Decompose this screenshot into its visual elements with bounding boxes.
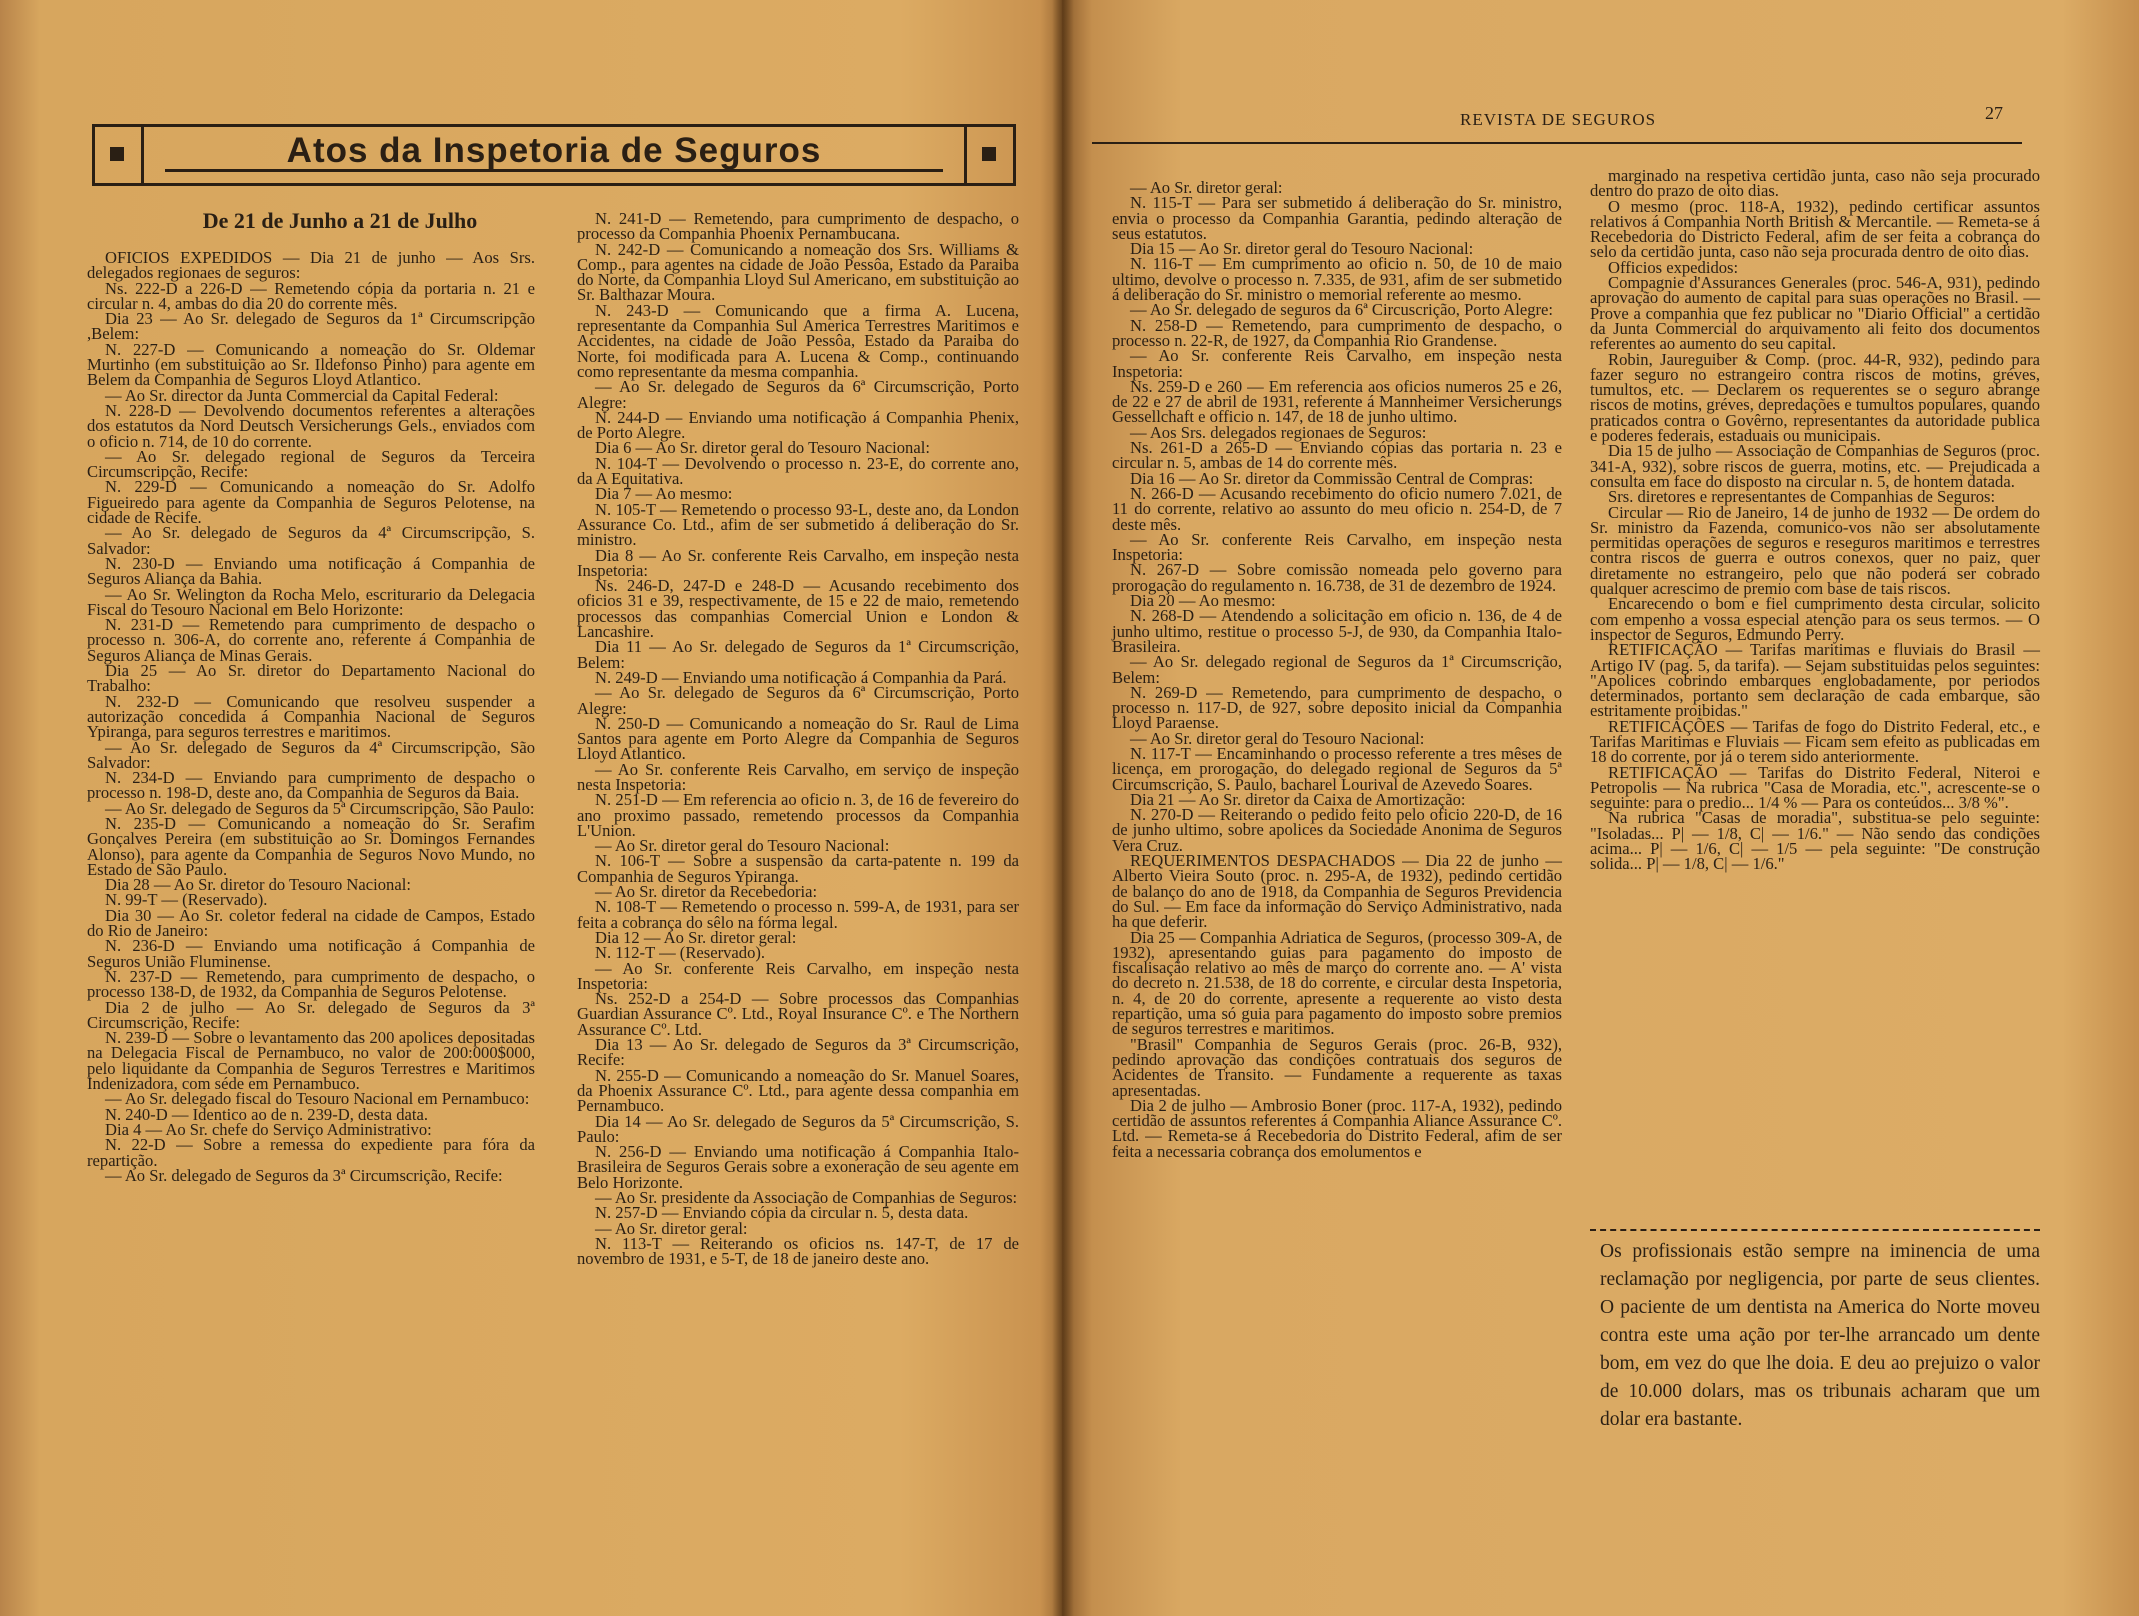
paragraph: N. 237-D — Remetendo, para cumprimento de despacho, o processo 138-D, de 1932, da Companhia de Seguros Pelotense. — [87, 966, 535, 1002]
page-number: 27 — [1985, 103, 2003, 123]
paragraph: Dia 25 — Ao Sr. diretor do Departamento Nacional do Trabalho: — [87, 661, 535, 696]
paragraph: N. 249-D — Enviando uma notificação á Companhia da Pará. — [595, 667, 1007, 687]
paragraph: — Ao Sr. delegado de Seguros da 6ª Circumscrição, Porto Alegre: — [577, 683, 1019, 718]
paragraph: OFICIOS EXPEDIDOS — Dia 21 de junho — Aos Srs. delegados regionaes de seguros: — [87, 248, 535, 283]
paragraph: Na rubrica "Casas de moradia", substitua-se pelo seguinte: "Isoladas... P| — 1/8, C| — 1/6." — Não sendo das condições acima... P| — 1/6, C| — 1/5 — pela seguinte: "De construção solida... P| — 1/8, C| — 1/6." — [1590, 808, 2040, 874]
paragraph: — Ao Sr. conferente Reis Carvalho, em inspeção nesta Inspetoria: — [1112, 346, 1562, 381]
banner-title: Atos da Inspetoria de Seguros — [145, 131, 963, 172]
paragraph: — Ao Sr. Welington da Rocha Melo, escriturario da Delegacia Fiscal do Tesouro Nacional em Belo Horizonte: — [87, 584, 535, 619]
header-rule — [1092, 142, 2022, 144]
paragraph: Dia 12 — Ao Sr. diretor geral: — [595, 927, 797, 947]
paragraph: N. 241-D — Remetendo, para cumprimento de despacho, o processo da Companhia Phoenix Pernambucana. — [577, 209, 1019, 244]
paragraph: — Ao Sr. conferente Reis Carvalho, em inspeção nesta Inspetoria: — [1112, 529, 1562, 565]
paragraph: N. 239-D — Sobre o levantamento das 200 apolices depositadas na Delegacia Fiscal de Pernambuco, no valor de 200:000$000, pelo liquidante da Companhia de Seguros Terrestres e Maritimos Indenizadora, com séde em Pernambuco. — [87, 1028, 535, 1094]
paragraph: N. 255-D — Comunicando a nomeação do Sr. Manuel Soares, da Phoenix Assurance Cº. Ltd., para agente dessa companhia em Pernambuco. — [577, 1065, 1019, 1116]
paragraph: Srs. diretores e representantes de Companhias de Seguros: — [1608, 487, 1996, 507]
paragraph: N. 228-D — Devolvendo documentos referentes a alterações dos estatutos da Nord Deutsch Versicherungs Gels., enviados com o oficio n. 714, de 10 do corrente. — [87, 400, 535, 451]
paragraph: N. 256-D — Enviando uma notificação á Companhia Italo-Brasileira de Seguros Gerais sobre a exoneração de seu agente em Belo Horizonte. — [577, 1142, 1019, 1192]
square-bullet-icon — [964, 127, 1013, 183]
paragraph: N. 235-D — Comunicando a nomeação do Sr. Serafim Gonçalves Pereira (em substituição ao Sr. Domingos Fernandes Alonso), para agente da Companhia de Seguros Novo Mundo, no Estado de São Paulo. — [87, 813, 535, 879]
paragraph: N. 117-T — Encaminhando o processo referente a tres mêses de licença, em prorogação, do delegado regional de Seguros da 5ª Circumscrição, S. Paulo, bacharel Lourival de Azevedo Soares. — [1112, 743, 1562, 794]
paragraph: N. 243-D — Comunicando que a firma A. Lucena, representante da Companhia Sul America Terrestres Maritimos e Accidentes, na cidade de João Pessôa, Estado da Paraiba do Norte, foi modificada para A. Lucena & Comp., continuando como representante da mesma companhia. — [577, 300, 1019, 381]
paragraph: REQUERIMENTOS DESPACHADOS — Dia 22 de junho — Alberto Vieira Souto (proc. n. 295-A, de 1932), pedindo certidão de balanço do ano de 1918, da Companhia de Seguros Previdencia do Sul. — Em face da informação do Serviço Administrativo, nada ha que deferir. — [1112, 851, 1562, 932]
paragraph: N. 250-D — Comunicando a nomeação do Sr. Raul de Lima Santos para agente em Porto Alegre da Companhia de Seguros Lloyd Atlantico. — [577, 713, 1019, 764]
paragraph: N. 112-T — (Reservado). — [595, 943, 766, 963]
note-divider — [1590, 1229, 2040, 1231]
paragraph: N. 115-T — Para ser submetido á deliberação do Sr. ministro, envia o processo da Companhia Garantia, pedindo alteração de seus estatutos. — [1112, 193, 1562, 243]
paragraph: N. 242-D — Comunicando a nomeação dos Srs. Williams & Comp., para agentes na cidade de João Pessôa, Estado da Paraiba do Norte, da Companhia Lloyd Sul Americano, em substituição ao Sr. Balthazar Moura. — [577, 239, 1019, 305]
book-gutter — [1052, 0, 1074, 1616]
paragraph: marginado na respetiva certidão junta, caso não seja procurado dentro do prazo de oito dias. — [1590, 166, 2040, 201]
paragraph: N. 230-D — Enviando uma notificação á Companhia de Seguros Aliança da Bahia. — [87, 553, 535, 589]
paragraph: Ns. 246-D, 247-D e 248-D — Acusando recebimento dos oficios 31 e 39, respectivamente, de 15 e 22 de maio, remetendo processos das companhias Comercial Union e London & Lancashire. — [577, 576, 1019, 642]
title-banner — [92, 124, 1016, 186]
paragraph: "Brasil" Companhia de Seguros Gerais (proc. 26-B, 932), pedindo aprovação das condições contratuais dos seguros de Acidentes de Transito. — Fundamente a requerente as taxas apresentadas. — [1112, 1034, 1562, 1100]
paragraph: — Ao Sr. delegado fiscal do Tesouro Nacional em Pernambuco: — [105, 1089, 530, 1109]
paragraph: N. 268-D — Atendendo a solicitação em oficio n. 136, de 4 de junho ultimo, restitue o processo 5-J, de 930, da Companhia Italo-Brasileira. — [1112, 606, 1562, 656]
paragraph: N. 232-D — Comunicando que resolveu suspender a autorização concedida á Companhia Nacional de Seguros Ypiranga, para seguros terrestres e maritimos. — [87, 691, 535, 742]
column-2 — [577, 209, 1019, 1269]
paragraph: Encarecendo o bom e fiel cumprimento desta circular, solicito com empenho a vossa especial atenção para os seus termos. — O inspector de Seguros, Edmundo Perry. — [1590, 594, 2040, 644]
paragraph: Dia 23 — Ao Sr. delegado de Seguros da 1ª Circumscripção ,Belem: — [87, 309, 535, 344]
paragraph: — Ao Sr. delegado de Seguros da 5ª Circumscripção, São Paulo: — [105, 798, 535, 818]
paragraph: N. 104-T — Devolvendo o processo n. 23-E, do corrente ano, da A Equitativa. — [577, 453, 1019, 489]
paragraph: — Ao Sr. director da Junta Commercial da Capital Federal: — [105, 385, 499, 405]
paragraph: — Ao Sr. delegado de Seguros da 4ª Circumscripção, São Salvador: — [87, 737, 535, 772]
paragraph: Dia 14 — Ao Sr. delegado de Seguros da 5ª Circumscrição, S. Paulo: — [577, 1111, 1019, 1146]
paragraph: Dia 13 — Ao Sr. delegado de Seguros da 3ª Circumscrição, Recife: — [577, 1035, 1019, 1070]
paragraph: RETIFICAÇÕES — Tarifas de fogo do Distrito Federal, etc., e Tarifas Maritimas e Fluviais — Ficam sem efeito as publicadas em 18 do corrente, por já o terem sido anteriormente. — [1590, 716, 2040, 767]
square-bullet-icon — [95, 127, 144, 183]
paragraph: Circular — Rio de Janeiro, 14 de junho de 1932 — De ordem do Sr. ministro da Fazenda, comunico-vos não ser absolutamente permitidas operações de seguros e reseguros maritimos e terrestres contra riscos de guerra e outros conexos, quer no paiz, quer diretamente no estrangeiro, pelo que não poderá ser cobrado qualquer acrescimo de premio com base de tais riscos. — [1590, 502, 2040, 599]
paragraph: — Ao Sr. delegado de Seguros da 4ª Circumscripção, S. Salvador: — [87, 523, 535, 558]
paragraph: Ns. 222-D a 226-D — Remetendo cópia da portaria n. 21 e circular n. 4, ambas do dia 20 do corrente mês. — [87, 278, 535, 313]
paragraph: N. 113-T — Reiterando os oficios ns. 147-T, de 17 de novembro de 1931, e 5-T, de 18 de janeiro deste ano. — [577, 1233, 1019, 1269]
paragraph: Robin, Jaureguiber & Comp. (proc. 44-R, 932), pedindo para fazer seguro no estrangeiro contra riscos de motins, gréves, tumultos, etc. — Declarem os requerentes se o seguro abrange riscos de motins, gréves, depredações e tumultos populares, quando praticados contra o Govêrno, representantes da autoridade publica e poderes federais, estaduais ou municipais. — [1590, 349, 2040, 446]
paragraph: — Ao Sr. delegado regional de Seguros da Terceira Circumscripção, Recife: — [87, 446, 535, 482]
paragraph: Officios expedidos: — [1608, 257, 1739, 277]
paragraph: — Ao Sr. diretor geral do Tesouro Nacional: — [1130, 728, 1425, 748]
paragraph: N. 116-T — Em cumprimento ao oficio n. 50, de 10 de maio ultimo, devolve o processo n. 7.335, de 931, afim de ser submetido á deliberação do Sr. ministro o memorial referente ao mesmo. — [1112, 254, 1562, 305]
paragraph: — Ao Sr. presidente da Associação de Companhias de Seguros: — [595, 1188, 1018, 1207]
running-head: REVISTA DE SEGUROS — [1460, 110, 1657, 129]
paragraph: Dia 2 de julho — Ao Sr. delegado de Seguros da 3ª Circumscrição, Recife: — [87, 997, 535, 1032]
paragraph: N. 240-D — Identico ao de n. 239-D, desta data. — [105, 1104, 429, 1124]
paragraph: N. 229-D — Comunicando a nomeação do Sr. Adolfo Figueiredo para agente da Companhia de Seguros Pelotense, na cidade de Recife. — [87, 477, 535, 528]
boxed-note: Os profissionais estão sempre na iminencia de uma reclamação por negligencia, por parte de seus clientes. O paciente de um dentista na America do Norte moveu contra este uma ação por ter-lhe arrancado um dente bom, em vez do que lhe doia. E deu ao prejuizo o valor de 10.000 dolars, mas os tribunais acharam que um dolar era bastante. — [1600, 1241, 2040, 1430]
paragraph: N. 22-D — Sobre a remessa do expediente para fóra da repartição. — [87, 1135, 535, 1170]
paragraph: Ns. 261-D a 265-D — Enviando cópias das portaria n. 23 e circular n. 5, ambas de 14 do corrente mês. — [1112, 438, 1562, 473]
paragraph: — Aos Srs. delegados regionaes de Seguros: — [1130, 422, 1427, 442]
paragraph: N. 106-T — Sobre a suspensão da carta-patente n. 199 da Companhia de Seguros Ypiranga. — [577, 851, 1019, 886]
paragraph: — Ao Sr. conferente Reis Carvalho, em serviço de inspeção nesta Inspetoria: — [577, 759, 1019, 794]
paragraph: Dia 7 — Ao mesmo: — [595, 484, 733, 504]
paragraph: Ns. 259-D e 260 — Em referencia aos oficios numeros 25 e 26, de 22 e 27 de abril de 1931, referente á Mannheimer Versicherungs Gessellchaft e officio n. 147, de 18 de junho ultimo. — [1112, 376, 1562, 427]
paragraph: N. 267-D — Sobre comissão nomeada pelo governo para prorogação do regulamento n. 16.738, de 31 de dezembro de 1924. — [1112, 560, 1562, 595]
paragraph: Dia 6 — Ao Sr. diretor geral do Tesouro Nacional: — [595, 438, 930, 458]
paragraph: Dia 11 — Ao Sr. delegado de Seguros da 1ª Circumscrição, Belem: — [577, 637, 1019, 672]
paragraph: — Ao Sr. delegado de Seguros da 3ª Circumscrição, Recife: — [105, 1165, 503, 1185]
paragraph: Dia 16 — Ao Sr. diretor da Commissão Central de Compras: — [1130, 468, 1534, 488]
paragraph: Dia 8 — Ao Sr. conferente Reis Carvalho, em inspeção nesta Inspetoria: — [577, 545, 1019, 580]
paragraph: N. 236-D — Enviando uma notificação á Companhia de Seguros União Fluminense. — [87, 936, 535, 971]
paragraph: Dia 28 — Ao Sr. diretor do Tesouro Nacional: — [105, 875, 411, 895]
paragraph: Dia 15 — Ao Sr. diretor geral do Tesouro Nacional: — [1130, 239, 1474, 259]
paragraph: N. 257-D — Enviando cópia da circular n. 5, desta data. — [595, 1203, 969, 1223]
paragraph: Dia 30 — Ao Sr. coletor federal na cidade de Campos, Estado do Rio de Janeiro: — [87, 905, 535, 941]
section-date: De 21 de Junho a 21 de Julho — [202, 208, 478, 233]
paragraph: Dia 4 — Ao Sr. chefe do Serviço Administrativo: — [105, 1119, 432, 1139]
paragraph: — Ao Sr. diretor geral: — [1130, 178, 1283, 197]
paragraph: N. 108-T — Remetendo o processo n. 599-A, de 1931, para ser feita a cobrança do sêlo na fórma legal. — [577, 897, 1019, 932]
paragraph: Compagnie d'Assurances Generales (proc. 546-A, 931), pedindo aprovação do aumento de capital para suas operações no Brasil. — Prove a companhia que fez publicar no "Diario Official" a certidão da Junta Commercial do arquivamento ali feito dos documentos referentes ao aumento do seu capital. — [1590, 273, 2040, 354]
paragraph: RETIFICAÇÃO — Tarifas do Distrito Federal, Niteroi e Petropolis — Na rubrica "Casa de Moradia, etc.", acrescente-se o seguinte: para o predio... 1/4 % — Para os conteúdos... 3/8 %". — [1590, 762, 2040, 813]
paragraph: — Ao Sr. diretor geral do Tesouro Nacional: — [595, 836, 890, 856]
paragraph: N. 234-D — Enviando para cumprimento de despacho o processo n. 198-D, deste ano, da Companhia de Seguros da Baia. — [87, 768, 535, 803]
paragraph: — Ao Sr. diretor da Recebedoria: — [595, 882, 818, 902]
column-4 — [1590, 168, 2040, 872]
paragraph: Dia 21 — Ao Sr. diretor da Caixa de Amortização: — [1130, 789, 1466, 809]
paragraph: N. 231-D — Remetendo para cumprimento de despacho o processo n. 306-A, do corrente ano, referente á Companhia de Seguros Aliança de Minas Gerais. — [87, 615, 535, 665]
paragraph: N. 270-D — Reiterando o pedido feito pelo oficio 220-D, de 16 de junho ultimo, sobre apolices da Sociedade Anonima de Seguros Vera Cruz. — [1112, 805, 1562, 855]
paragraph: — Ao Sr. delegado de Seguros da 6ª Circumscrição, Porto Alegre: — [577, 377, 1019, 412]
paragraph: — Ao Sr. delegado de seguros da 6ª Circuscrição, Porto Alegre: — [1130, 300, 1554, 320]
column-3 — [1112, 180, 1562, 1159]
paragraph: — Ao Sr. diretor geral: — [595, 1218, 748, 1238]
paragraph: Dia 15 de julho — Associação de Companhias de Seguros (proc. 341-A, 932), sobre riscos de guerra, motins, etc. — Prejudicada a consulta em face do disposto na circular n. 5, de hontem datada. — [1590, 441, 2040, 491]
paragraph: — Ao Sr. conferente Reis Carvalho, em inspeção nesta Inspetoria: — [577, 958, 1019, 993]
paragraph: RETIFICAÇÃO — Tarifas maritimas e fluviais do Brasil — Artigo IV (pag. 5, da tarifa). — Sejam substituidas pelos seguintes: "Apolices cobrindo embarques englobadamente, por periodos determinados, portanto sem declaração de cada embarque, são estritamente proibidas." — [1590, 640, 2040, 721]
paragraph: Dia 2 de julho — Ambrosio Boner (proc. 117-A, 1932), pedindo certidão de assuntos referentes á Companhia Aliance Assurance Cº. Ltd. — Remeta-se á Recebedoria do Distrito Federal, afim de ser feita a necessaria cobrança dos emolumentos e — [1112, 1095, 1562, 1161]
paragraph: — Ao Sr. delegado regional de Seguros da 1ª Circumscrição, Belem: — [1112, 652, 1562, 687]
paragraph: N. 258-D — Remetendo, para cumprimento de despacho, o processo n. 22-R, de 1927, da Companhia Rio Grandense. — [1112, 315, 1562, 350]
paragraph: N. 251-D — Em referencia ao oficio n. 3, de 16 de fevereiro do ano proximo passado, remetendo processos da Companhia L'Union. — [577, 790, 1019, 840]
paragraph: N. 269-D — Remetendo, para cumprimento de despacho, o processo n. 117-D, de 927, sobre deposito inicial da Companhia Lloyd Paraense. — [1112, 682, 1562, 733]
paragraph: Dia 25 — Companhia Adriatica de Seguros, (processo 309-A, de 1932), apresentando guias para pagamento do imposto de fiscalisação relativo ao mês de março do corrente ano. — A' vista do decreto n. 21.538, de 18 do corrente, e circular desta Inspetoria, n. 4, de 20 do corrente, apresente a requerente ao visto desta repartição, uma só guia para pagamento do imposto sobre premios de seguros terrestres e maritimos. — [1112, 927, 1562, 1039]
paragraph: N. 227-D — Comunicando a nomeação do Sr. Oldemar Murtinho (em substituição ao Sr. Ildefonso Pinho) para agente em Belem da Companhia de Seguros Lloyd Atlantico. — [87, 339, 535, 390]
column-1 — [87, 250, 535, 1183]
paragraph: N. 266-D — Acusando recebimento do oficio numero 7.021, de 11 do corrente, relativo ao assunto do meu oficio n. 254-D, de 7 deste mês. — [1112, 483, 1562, 534]
paragraph: N. 99-T — (Reservado). — [105, 890, 268, 910]
paragraph: Dia 20 — Ao mesmo: — [1130, 591, 1276, 611]
paragraph: O mesmo (proc. 118-A, 1932), pedindo certificar assuntos relativos á Companhia North British & Mercantile. — Remeta-se á Recebedoria do Districto Federal, afim de ser feita a cobrança do selo da certidão junta, caso não seja procurada dentro de oito dias. — [1590, 196, 2040, 262]
paragraph: N. 105-T — Remetendo o processo 93-L, deste ano, da London Assurance Co. Ltd., afim de ser submetido á deliberação do Sr. ministro. — [577, 499, 1019, 550]
paragraph: Ns. 252-D a 254-D — Sobre processos das Companhias Guardian Assurance Cº. Ltd., Royal Insurance Cº. e The Northern Assurance Cº. Ltd. — [577, 989, 1019, 1039]
paragraph: N. 244-D — Enviando uma notificação á Companhia Phenix, de Porto Alegre. — [577, 407, 1019, 443]
